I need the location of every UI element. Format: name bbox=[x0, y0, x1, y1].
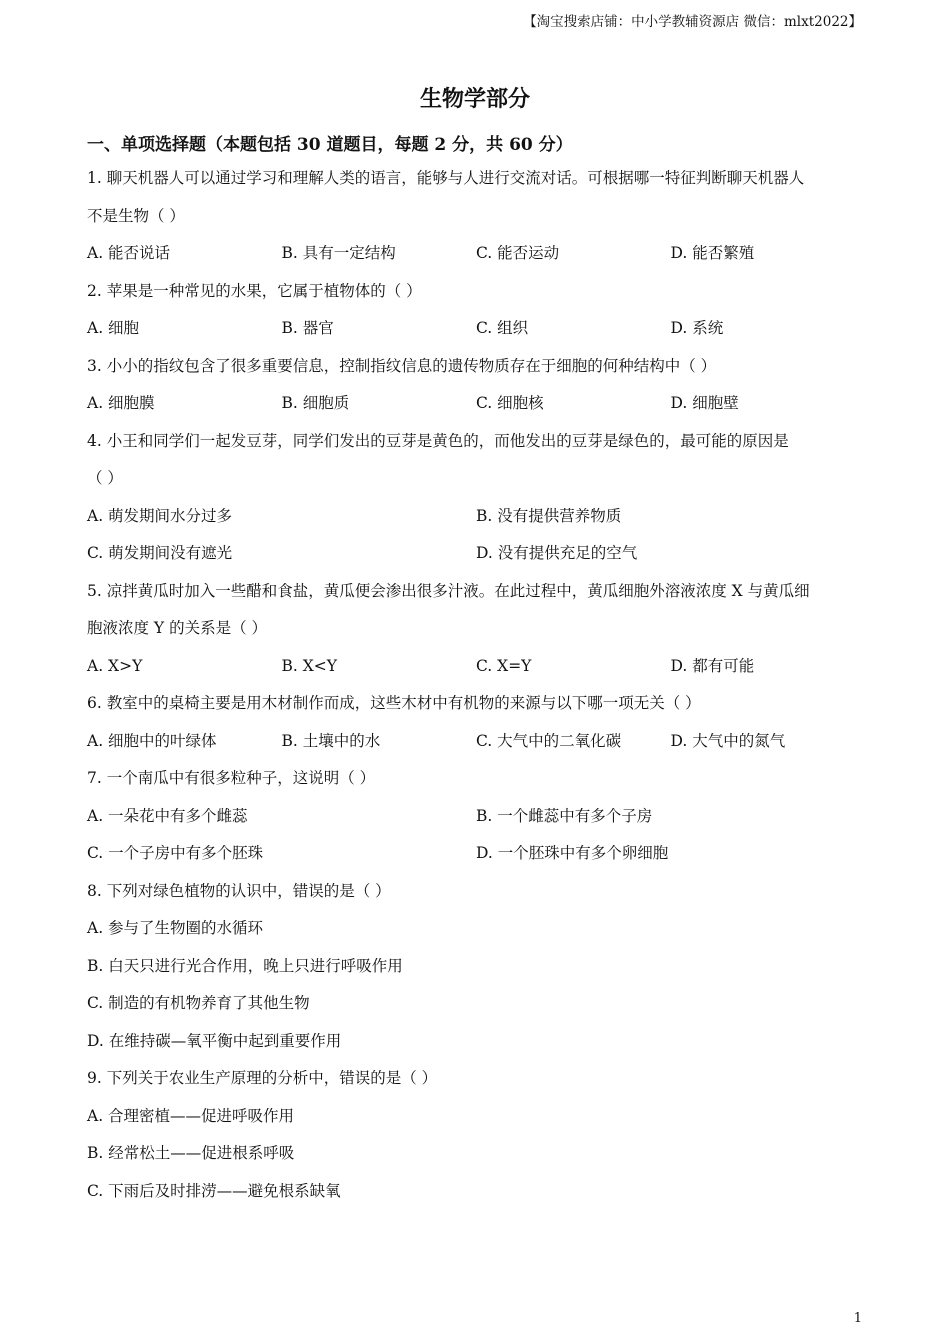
option-row bbox=[87, 1023, 877, 1061]
option-a: A. 一朵花中有多个雌蕊 bbox=[87, 806, 248, 825]
option-row bbox=[87, 910, 877, 948]
option-d: D. 没有提供充足的空气 bbox=[476, 544, 638, 562]
option-b: B. 白天只进行光合作用，晚上只进行呼吸作用 bbox=[87, 956, 403, 975]
option-b: B. X<Y bbox=[281, 656, 337, 675]
option-row bbox=[87, 1135, 877, 1173]
question-5 bbox=[87, 573, 877, 686]
section-heading: 一、单项选择题（本题包括 30 道题目，每题 2 分，共 60 分） bbox=[87, 135, 573, 155]
option-b: B. 细胞质 bbox=[281, 394, 350, 412]
option-a: A. 能否说话 bbox=[87, 244, 171, 262]
option-c: C. 萌发期间没有遮光 bbox=[87, 544, 233, 562]
option-c: C. 一个子房中有多个胚珠 bbox=[87, 844, 264, 862]
option-c: C. 组织 bbox=[476, 319, 529, 337]
option-a: A. 细胞中的叶绿体 bbox=[87, 731, 217, 750]
question-text: 8. 下列对绿色植物的认识中，错误的是（ ） bbox=[87, 881, 391, 900]
question-8 bbox=[87, 873, 877, 1061]
option-b: B. 具有一定结构 bbox=[281, 244, 396, 262]
option-c: C. 下雨后及时排涝——避免根系缺氧 bbox=[87, 1181, 341, 1200]
question-3 bbox=[87, 348, 877, 423]
option-c: C. X=Y bbox=[476, 656, 532, 675]
option-row bbox=[87, 1173, 877, 1211]
option-c: C. 制造的有机物养育了其他生物 bbox=[87, 994, 310, 1012]
option-row bbox=[87, 835, 877, 873]
option-b: B. 土壤中的水 bbox=[281, 731, 381, 750]
option-row bbox=[87, 723, 877, 761]
option-row bbox=[87, 235, 877, 273]
option-d: D. 都有可能 bbox=[670, 656, 755, 675]
question-text: （ ） bbox=[87, 469, 123, 487]
question-text: 7. 一个南瓜中有很多粒种子，这说明（ ） bbox=[87, 769, 376, 787]
header-note: 【淘宝搜索店铺：中小学教辅资源店 微信：mlxt2022】 bbox=[523, 14, 862, 30]
option-d: D. 细胞壁 bbox=[670, 394, 739, 412]
question-text: 6. 教室中的桌椅主要是用木材制作而成，这些木材中有机物的来源与以下哪一项无关（ ） bbox=[87, 694, 701, 712]
question-list bbox=[87, 160, 877, 1210]
option-c: C. 细胞核 bbox=[476, 394, 544, 412]
question-text: 5. 凉拌黄瓜时加入一些醋和食盐，黄瓜便会渗出很多汁液。在此过程中，黄瓜细胞外溶液浓度 X 与黄瓜细 bbox=[87, 581, 810, 600]
option-row bbox=[87, 648, 877, 686]
page-title: 生物学部分 bbox=[419, 86, 530, 112]
option-b: B. 经常松土——促进根系呼吸 bbox=[87, 1144, 295, 1162]
question-2 bbox=[87, 273, 877, 348]
option-row bbox=[87, 798, 877, 836]
question-4 bbox=[87, 423, 877, 573]
option-d: D. 能否繁殖 bbox=[670, 244, 755, 262]
option-d: D. 一个胚珠中有多个卵细胞 bbox=[476, 844, 669, 862]
option-b: B. 一个雌蕊中有多个子房 bbox=[476, 806, 653, 825]
option-a: A. 合理密植——促进呼吸作用 bbox=[87, 1106, 295, 1125]
question-9 bbox=[87, 1060, 877, 1210]
question-text: 3. 小小的指纹包含了很多重要信息，控制指纹信息的遗传物质存在于细胞的何种结构中（ ） bbox=[87, 356, 717, 375]
question-text: 1. 聊天机器人可以通过学习和理解人类的语言，能够与人进行交流对话。可根据哪一特征判断聊天机器人 bbox=[87, 169, 805, 187]
option-a: A. 参与了生物圈的水循环 bbox=[87, 919, 264, 937]
question-text: 4. 小王和同学们一起发豆芽，同学们发出的豆芽是黄色的，而他发出的豆芽是绿色的，最可能的原因是 bbox=[87, 431, 789, 450]
option-a: A. X>Y bbox=[87, 656, 143, 675]
option-b: B. 器官 bbox=[281, 319, 334, 337]
option-row bbox=[87, 310, 877, 348]
question-text: 2. 苹果是一种常见的水果，它属于植物体的（ ） bbox=[87, 281, 422, 300]
option-b: B. 没有提供营养物质 bbox=[476, 506, 622, 525]
page-number: 1 bbox=[853, 1311, 862, 1326]
question-6 bbox=[87, 685, 877, 760]
option-c: C. 大气中的二氧化碳 bbox=[476, 731, 622, 750]
question-text: 不是生物（ ） bbox=[87, 206, 185, 225]
option-row bbox=[87, 535, 877, 573]
question-text: 9. 下列关于农业生产原理的分析中，错误的是（ ） bbox=[87, 1069, 438, 1087]
option-c: C. 能否运动 bbox=[476, 244, 560, 262]
option-a: A. 萌发期间水分过多 bbox=[87, 506, 233, 525]
option-d: D. 大气中的氮气 bbox=[670, 731, 786, 750]
question-1 bbox=[87, 160, 877, 273]
option-row bbox=[87, 498, 877, 536]
question-text: 胞液浓度 Y 的关系是（ ） bbox=[87, 619, 268, 637]
question-7 bbox=[87, 760, 877, 873]
option-a: A. 细胞膜 bbox=[87, 394, 155, 412]
option-d: D. 系统 bbox=[670, 319, 724, 337]
option-row bbox=[87, 385, 877, 423]
option-a: A. 细胞 bbox=[87, 319, 140, 337]
option-row bbox=[87, 948, 877, 986]
option-row bbox=[87, 1098, 877, 1136]
option-d: D. 在维持碳—氧平衡中起到重要作用 bbox=[87, 1031, 342, 1050]
option-row bbox=[87, 985, 877, 1023]
